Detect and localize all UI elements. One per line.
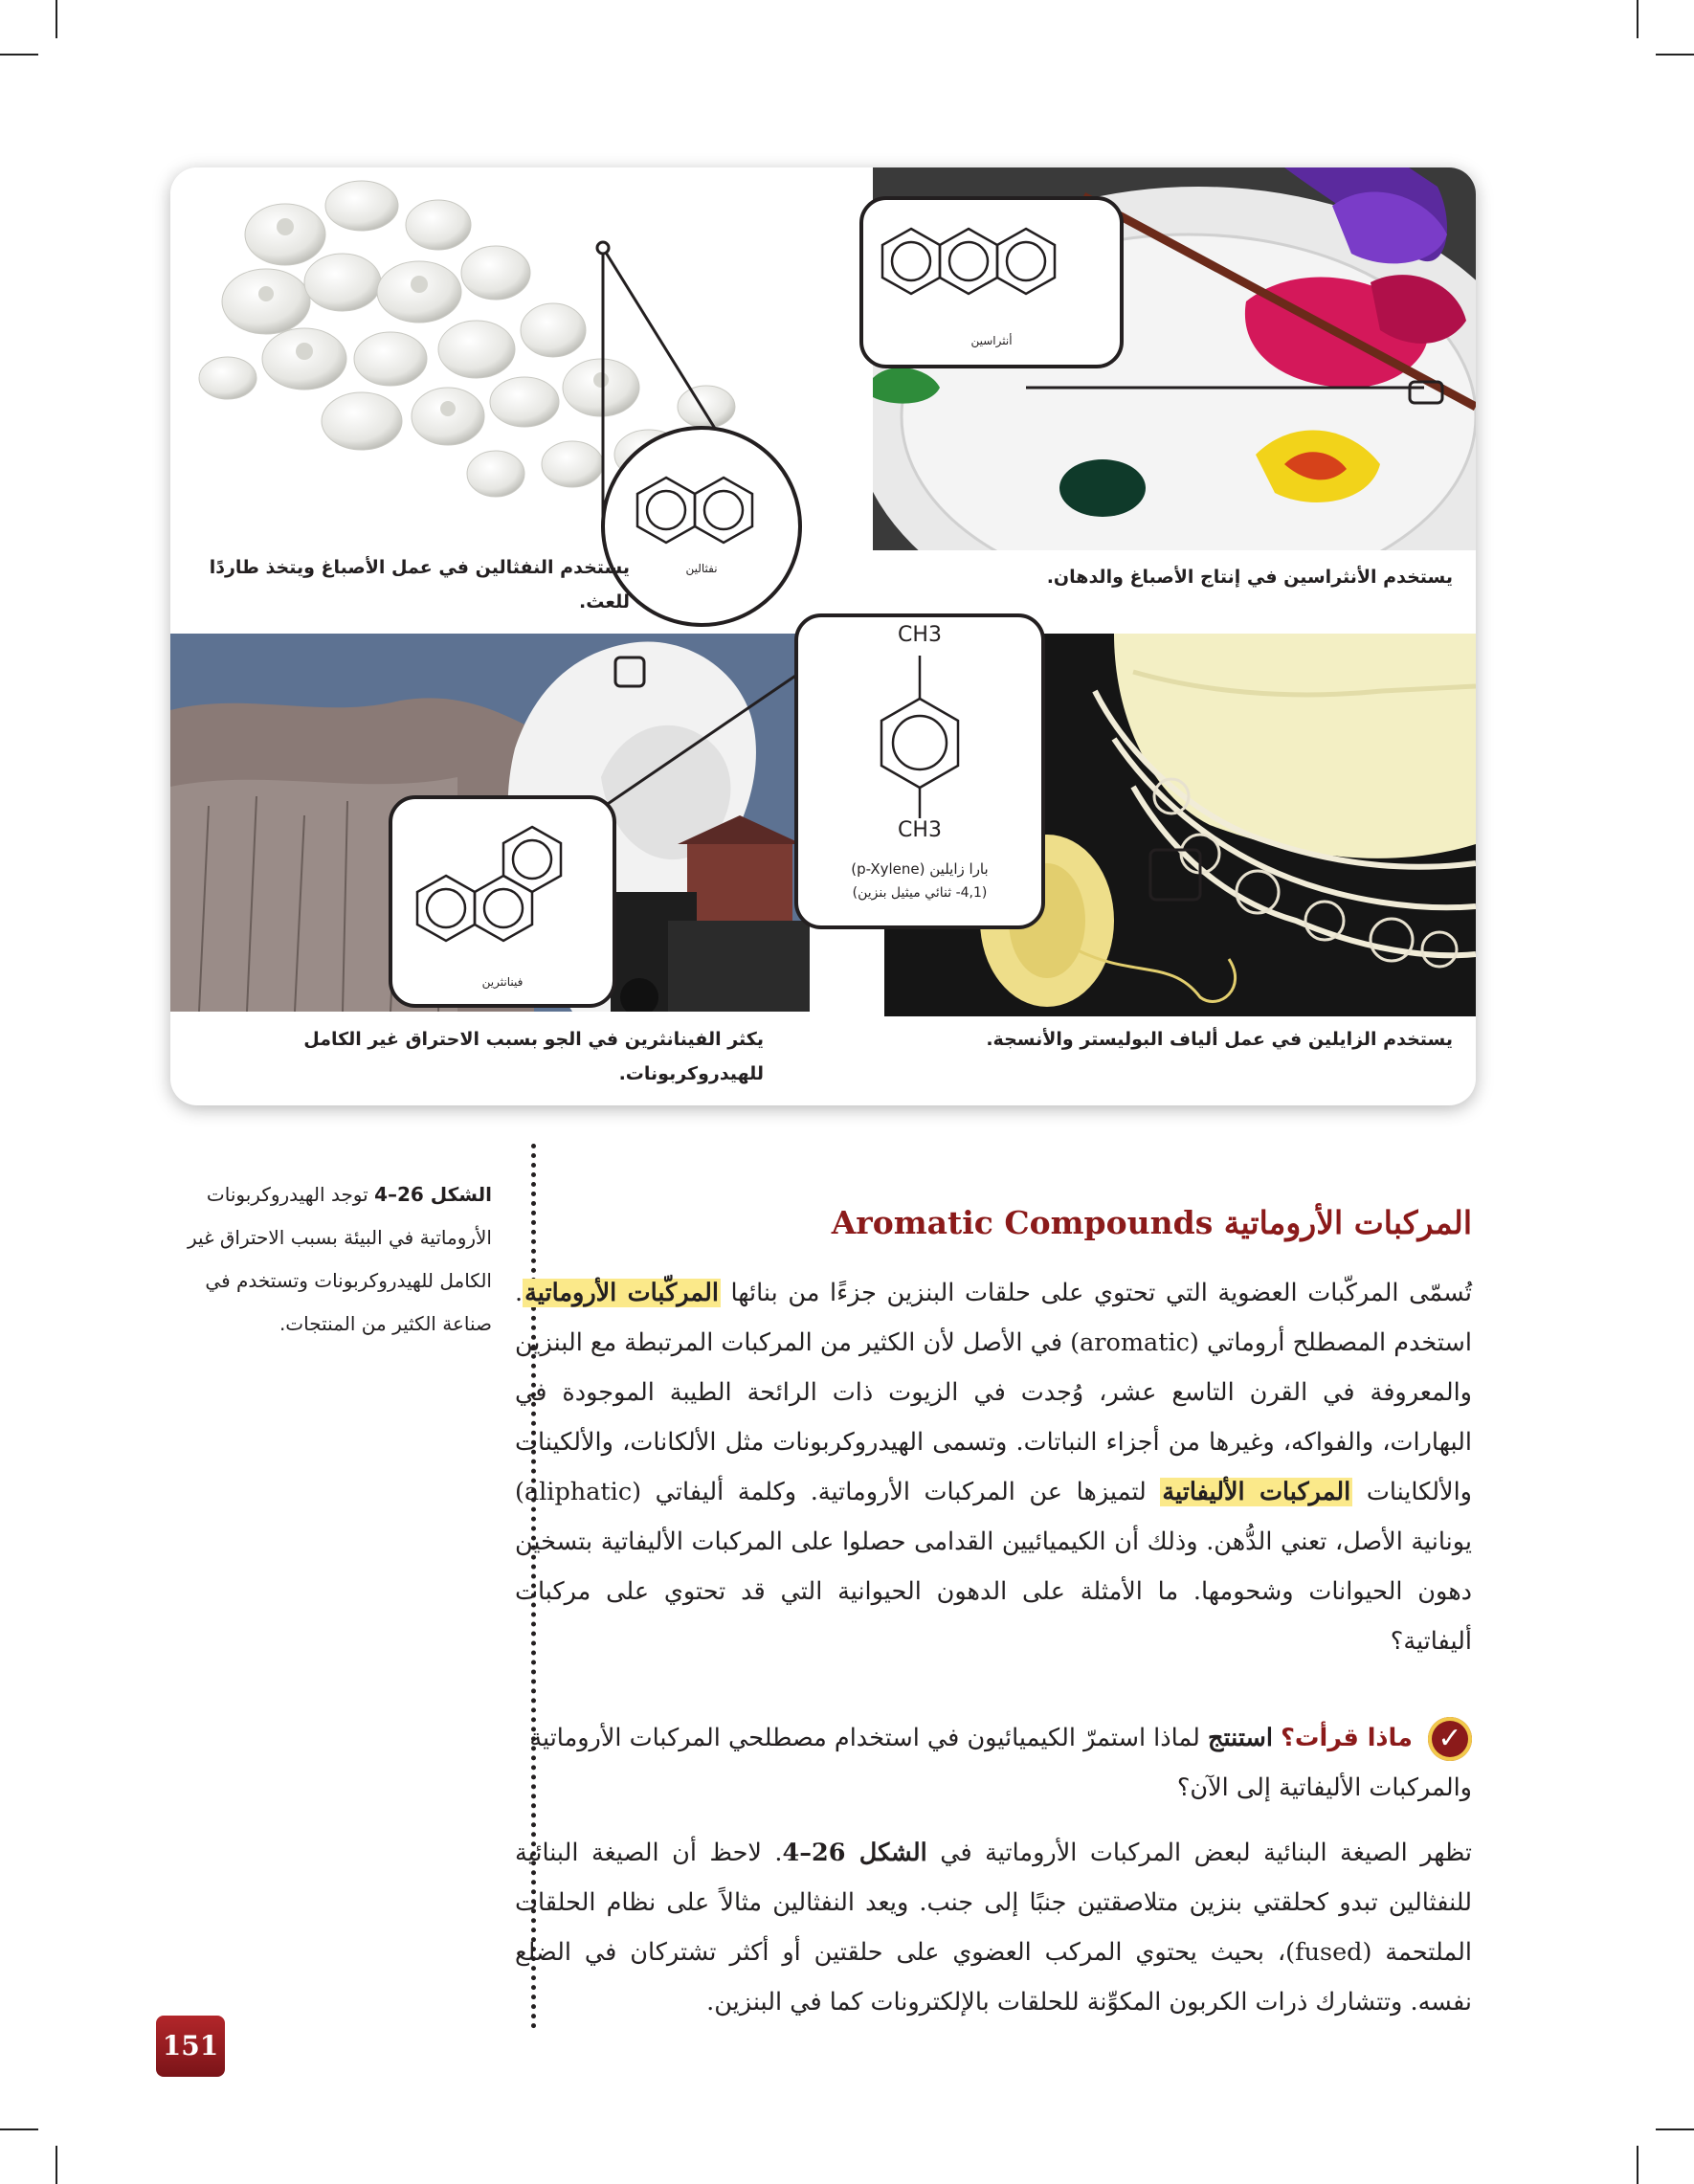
- section-title-arabic: المركبات الأروماتية: [1223, 1204, 1472, 1241]
- p1-text-1: تُسمّى المركّبات العضوية التي تحتوي على حلقات البنزين جزءًا من بنائها: [720, 1279, 1472, 1307]
- crop-mark: [1656, 2128, 1694, 2130]
- phenanthrene-caption: يكثر الفينانثرين في الجو بسبب الاحتراق غير الكامل للهيدروكربونات.: [303, 1029, 764, 1084]
- figure-side-caption: [161, 1173, 492, 1346]
- naphthalene-callout: [601, 426, 802, 627]
- phenanthrene-callout: [389, 795, 616, 1008]
- xylene-callout: [794, 613, 1045, 929]
- naphthalene-label: نفثالين: [685, 562, 718, 575]
- p2-figure-reference: الشكل 26–4: [782, 1839, 927, 1867]
- crop-mark: [1637, 2146, 1638, 2184]
- figure-caption-text: توجد الهيدروكربونات الأروماتية في البيئة بسبب الاحتراق غير الكامل للهيدروكربونات وتستخدم في صناعة الكثير من المنتجات.: [188, 1183, 492, 1335]
- phenanthrene-structure: [392, 799, 613, 1004]
- reading-check-question: لماذا استمرّ الكيميائيون في استخدام مصطلحي المركبات الأروماتية والمركبات الأليفاتية إلى الآن؟: [529, 1724, 1472, 1802]
- crop-mark: [56, 2146, 57, 2184]
- p1-text-3: لتميزها عن المركبات الأروماتية. وكلمة أليفاتي (aliphatic) يونانية الأصل، تعني الدُّهن. وذلك أن الكيميائيين القدامى حصلوا على المركبات الأليفاتية بتسخين دهون الحيوانات وشحومها. ما الأمثلة على الدهون الحيوانية التي قد تحتوي على مركبات أليفاتية؟: [515, 1478, 1472, 1656]
- xylene-caption: يستخدم الزايلين في عمل ألياف البوليستر والأنسجة.: [986, 1029, 1453, 1050]
- p2-text-2: . لاحظ أن الصيغة البنائية للنفثالين تبدو كحلقتي بنزين متلاصقتين جنبًا إلى جنب. ويعد النفثالين مثالاً على نظام الحلقات الملتحمة (fused)، بحيث يحتوي المركب العضوي على حلقتين أو أكثر تشتركان في الضلع نفسه. وتتشارك ذرات الكربون المكوِّنة للحلقات بالإلكترونات كما في البنزين.: [515, 1839, 1472, 2017]
- section-title-english: Aromatic Compounds: [831, 1204, 1214, 1241]
- anthracene-callout: [859, 196, 1124, 368]
- paragraph-2: [515, 1828, 1472, 2027]
- naphthalene-structure: [605, 430, 798, 623]
- crop-mark: [0, 2128, 38, 2130]
- checkmark-icon: ✓: [1428, 1717, 1472, 1761]
- reading-check-label: ماذا قرأت؟: [1281, 1724, 1413, 1752]
- figure-26-4: [170, 167, 1476, 1105]
- xylene-label-line1: بارا زايلين (p-Xylene): [851, 860, 989, 878]
- section-title: [611, 1204, 1472, 1241]
- reading-check: [515, 1713, 1472, 1813]
- naphthalene-caption: يستخدم النفثالين في عمل الأصباغ ويتخذ طاردًا للعث.: [209, 557, 630, 613]
- term-aromatic-compounds: المركّبات الأروماتية: [524, 1279, 719, 1307]
- page-number: 151: [156, 2016, 225, 2077]
- p2-text-1: تظهر الصيغة البنائية لبعض المركبات الأروماتية في: [926, 1839, 1473, 1867]
- p1-text-2: . استخدم المصطلح أروماتي (aromatic) في الأصل لأن الكثير من المركبات المرتبطة مع البنزين والمعروفة في القرن التاسع عشر، وُجدت في الزيوت ذات الرائحة الطيبة الموجودة في البهارات، والفواكه، وغيرها من أجزاء النباتات. وتسمى الهيدروكربونات مثل الألكانات، والألكينات والألكاينات: [515, 1279, 1472, 1506]
- xylene-structure: [798, 617, 1041, 925]
- crop-mark: [56, 0, 57, 38]
- anthracene-caption: يستخدم الأنثراسين في إنتاج الأصباغ والدهان.: [1046, 567, 1453, 588]
- reading-check-verb: استنتج: [1207, 1724, 1273, 1752]
- crop-mark: [0, 54, 38, 56]
- xylene-bottom-group: CH3: [898, 818, 942, 842]
- anthracene-label: أنثراسين: [970, 334, 1013, 347]
- phenanthrene-label: فينانثرين: [481, 975, 524, 989]
- figure-reference: الشكل 26–4: [374, 1183, 492, 1206]
- crop-mark: [1637, 0, 1638, 38]
- term-aliphatic-compounds: المركبات الأليفاتية: [1162, 1478, 1351, 1506]
- xylene-top-group: CH3: [898, 623, 942, 647]
- paragraph-1: [515, 1268, 1472, 1666]
- xylene-label-line2: (4,1- ثنائي ميثيل بنزين): [852, 885, 988, 901]
- crop-mark: [1656, 54, 1694, 56]
